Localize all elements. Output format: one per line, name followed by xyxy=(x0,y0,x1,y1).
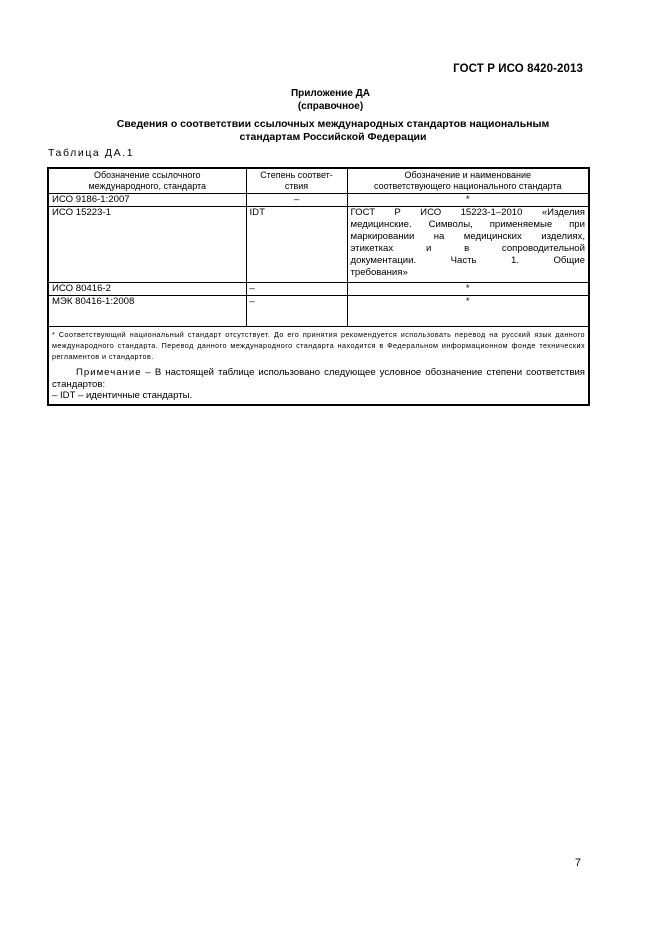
table-row xyxy=(48,194,589,207)
header-degree-of-correspondence: Степень соответ- ствия xyxy=(246,168,347,194)
cell-reference: ИСО 9186-1:2007 xyxy=(48,194,246,207)
table-footnote: * Соответствующий национальный стандарт отсутствует. До его принятия рекомендуется использовать перевод на русский язык данного международного стандарта. Перевод данного международного стандарта находится в Федеральном информационном фонде технических регламентов и стандартов. xyxy=(52,330,585,361)
table-row xyxy=(48,283,589,296)
header-national-standard: Обозначение и наименование соответствующего национального стандарта xyxy=(347,168,589,194)
note-text: – В настоящей таблице использовано следующее условное обозначение степени соответствия стандартов: xyxy=(52,367,585,390)
table-footer xyxy=(48,327,589,405)
header-reference-standard: Обозначение ссылочного международного, стандарта xyxy=(48,168,246,194)
standards-correspondence-table xyxy=(47,167,590,406)
note-label: Примечание xyxy=(76,367,142,378)
table-note xyxy=(52,367,585,404)
note-item: – IDT – идентичные стандарты. xyxy=(52,390,193,401)
national-line: этикетках и в сопроводительной xyxy=(350,243,585,254)
cell-reference: ИСО 15223-1 xyxy=(48,207,246,283)
annex-subtitle: (справочное) xyxy=(297,101,364,112)
page-number: 7 xyxy=(574,857,581,869)
cell-degree: – xyxy=(246,283,347,296)
annex-title-block xyxy=(0,87,661,113)
document-header-id: ГОСТ Р ИСО 8420-2013 xyxy=(453,63,583,75)
note-paragraph xyxy=(52,367,585,390)
cell-reference: ИСО 80416-2 xyxy=(48,283,246,296)
national-line: медицинские. Символы, применяемые при xyxy=(350,219,585,230)
national-line: ГОСТ Р ИСО 15223-1–2010 «Изделия xyxy=(350,207,585,218)
national-line: требования» xyxy=(350,267,408,278)
cell-degree: – xyxy=(246,296,347,327)
annex-title: Приложение ДА xyxy=(290,88,371,99)
annex-heading-line-1: Сведения о соответствии ссылочных международных стандартов национальным xyxy=(116,118,550,130)
table-footer-row xyxy=(48,327,589,405)
table-row xyxy=(48,296,589,327)
national-line: документации. Часть 1. Общие xyxy=(350,255,585,266)
table-caption: Таблица ДА.1 xyxy=(48,147,135,159)
annex-heading-line-2: стандартам Российской Федерации xyxy=(239,131,427,143)
annex-heading xyxy=(48,118,618,144)
cell-national: * xyxy=(347,296,589,327)
cell-degree: – xyxy=(246,194,347,207)
table-header-row xyxy=(48,168,589,194)
cell-national xyxy=(347,207,589,283)
national-line: маркировании на медицинских изделиях, xyxy=(350,231,585,242)
cell-national: * xyxy=(347,194,589,207)
cell-degree: IDT xyxy=(246,207,347,283)
table-row xyxy=(48,207,589,283)
cell-national: * xyxy=(347,283,589,296)
cell-reference: МЭК 80416-1:2008 xyxy=(48,296,246,327)
